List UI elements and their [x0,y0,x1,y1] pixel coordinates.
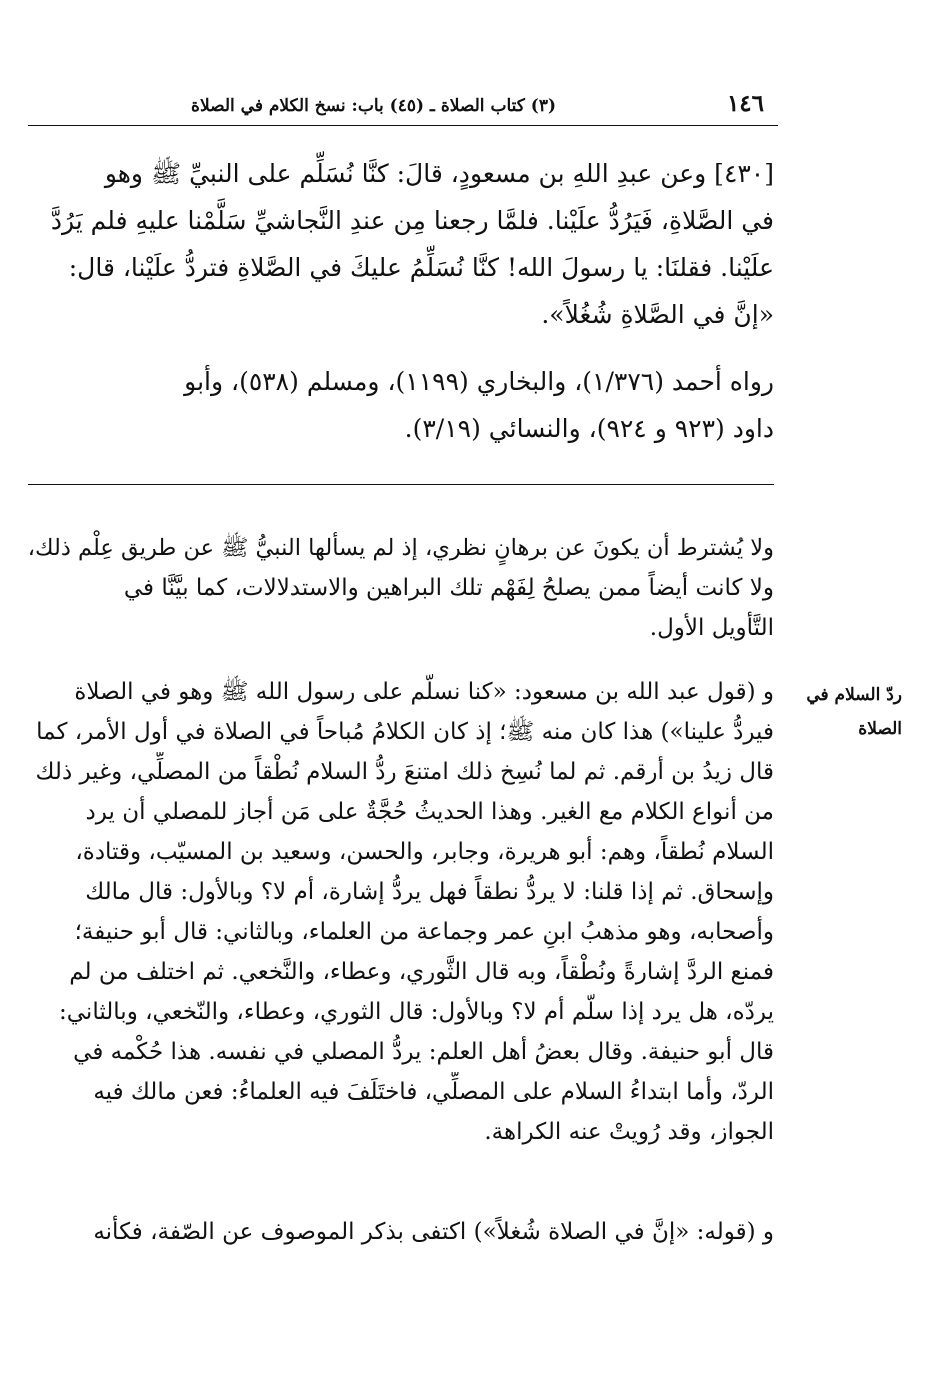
commentary-line: الجواز، وقد رُويتْ عنه الكراهة. [484,1119,774,1145]
commentary-line: ولا كانت أيضاً ممن يصلحُ لِفَهْم تلك البراهين والاستدلالات، كما بيَّنَّا في [123,575,774,601]
commentary-line: وأصحابه، وهو مذهبُ ابنِ عمر وجماعة من العلماء، وبالثاني: قال أبو حنيفة؛ [74,919,774,945]
margin-note-line: الصلاة [858,719,902,739]
takhrij-line: رواه أحمد (١/٣٧٦)، والبخاري (١١٩٩)، ومسلم (٥٣٨)، وأبو [184,367,774,396]
hadith-text [28,150,774,338]
commentary-line: فيردُّ علينا») هذا كان منه ﷺ؛ إذ كان الكلامُ مُباحاً في الصلاة في أول الأمر، كما [36,719,774,745]
commentary-paragraph [28,528,774,648]
commentary-line: السلام نُطقاً، وهم: أبو هريرة، وجابر، والحسن، وسعيد بن المسيّب، وقتادة، [75,839,774,865]
commentary-line: يردّه، هل يرد إذا سلّم أم لا؟ وبالأول: قال الثوري، وعطاء، والنّخعي، وبالثاني: [59,999,774,1025]
commentary-line: ولا يُشترط أن يكونَ عن برهانٍ نظري، إذ لم يسألها النبيُّ ﷺ عن طريق عِلْم ذلك، [28,535,774,561]
margin-note-line: ردّ السلام في [806,685,902,705]
commentary-line: وإسحاق. ثم إذا قلنا: لا يردُّ نطقاً فهل يردُّ إشارة، أم لا؟ وبالأول: قال مالك [85,879,774,905]
commentary-line: و (قول عبد الله بن مسعود: «كنا نسلّم على رسول الله ﷺ وهو في الصلاة [74,679,774,705]
commentary-paragraph [28,1212,774,1252]
takhrij-text [28,358,774,452]
section-separator [28,484,774,485]
hadith-line: [٤٣٠] وعن عبدِ اللهِ بن مسعودٍ، قالَ: كنَّا نُسَلِّم على النبيِّ ﷺ وهو [104,159,774,188]
hadith-line: «إنَّ في الصَّلاةِ شُغُلاً». [541,300,774,329]
commentary-line: قال زيدُ بن أرقم. ثم لما نُسِخ ذلك امتنعَ ردُّ السلام نُطْقاً من المصلِّي، وغير ذلك [35,759,774,785]
margin-note [792,678,902,746]
running-header [28,88,778,126]
commentary-line: فمنع الردَّ إشارةً ونُطْقاً، وبه قال الثَّوري، وعطاء، والنَّخعي. ثم اختلف من لم [69,959,774,985]
takhrij-line: داود (٩٢٣ و ٩٢٤)، والنسائي (٣/١٩). [404,414,774,443]
hadith-line: علَيْنا. فقلنَا: يا رسولَ الله! كنَّا نُسَلِّمُ عليكَ في الصَّلاةِ فتردُّ علَيْنا، قال: [68,253,774,282]
commentary-line: الردّ، وأما ابتداءُ السلام على المصلِّي، فاختَلَفَ فيه العلماءُ: فعن مالك فيه [93,1079,774,1105]
running-title: (٣) كتاب الصلاة ـ (٤٥) باب: نسخ الكلام في الصلاة [191,96,556,116]
commentary-line: من أنواع الكلام مع الغير. وهذا الحديثُ حُجَّةٌ على مَن أجاز للمصلي أن يرد [85,799,774,825]
commentary-paragraph [28,672,774,1152]
commentary-line: التَّأويل الأول. [649,615,774,641]
commentary-line: قال أبو حنيفة. وقال بعضُ أهل العلم: يردُّ المصلي في نفسه. هذا حُكْمه في [73,1039,774,1065]
header-rule [28,125,778,126]
commentary-line: و (قوله: «إنَّ في الصلاة شُغلاً») اكتفى بذكر الموصوف عن الصّفة، فكأنه [93,1219,774,1245]
hadith-line: في الصَّلاةِ، فَيَرُدُّ علَيْنا. فلمَّا رجعنا مِن عندِ النَّجاشيِّ سَلَّمْنا عليهِ فلم يَرُدَّ [50,206,774,235]
page-number: ١٤٦ [726,90,764,117]
